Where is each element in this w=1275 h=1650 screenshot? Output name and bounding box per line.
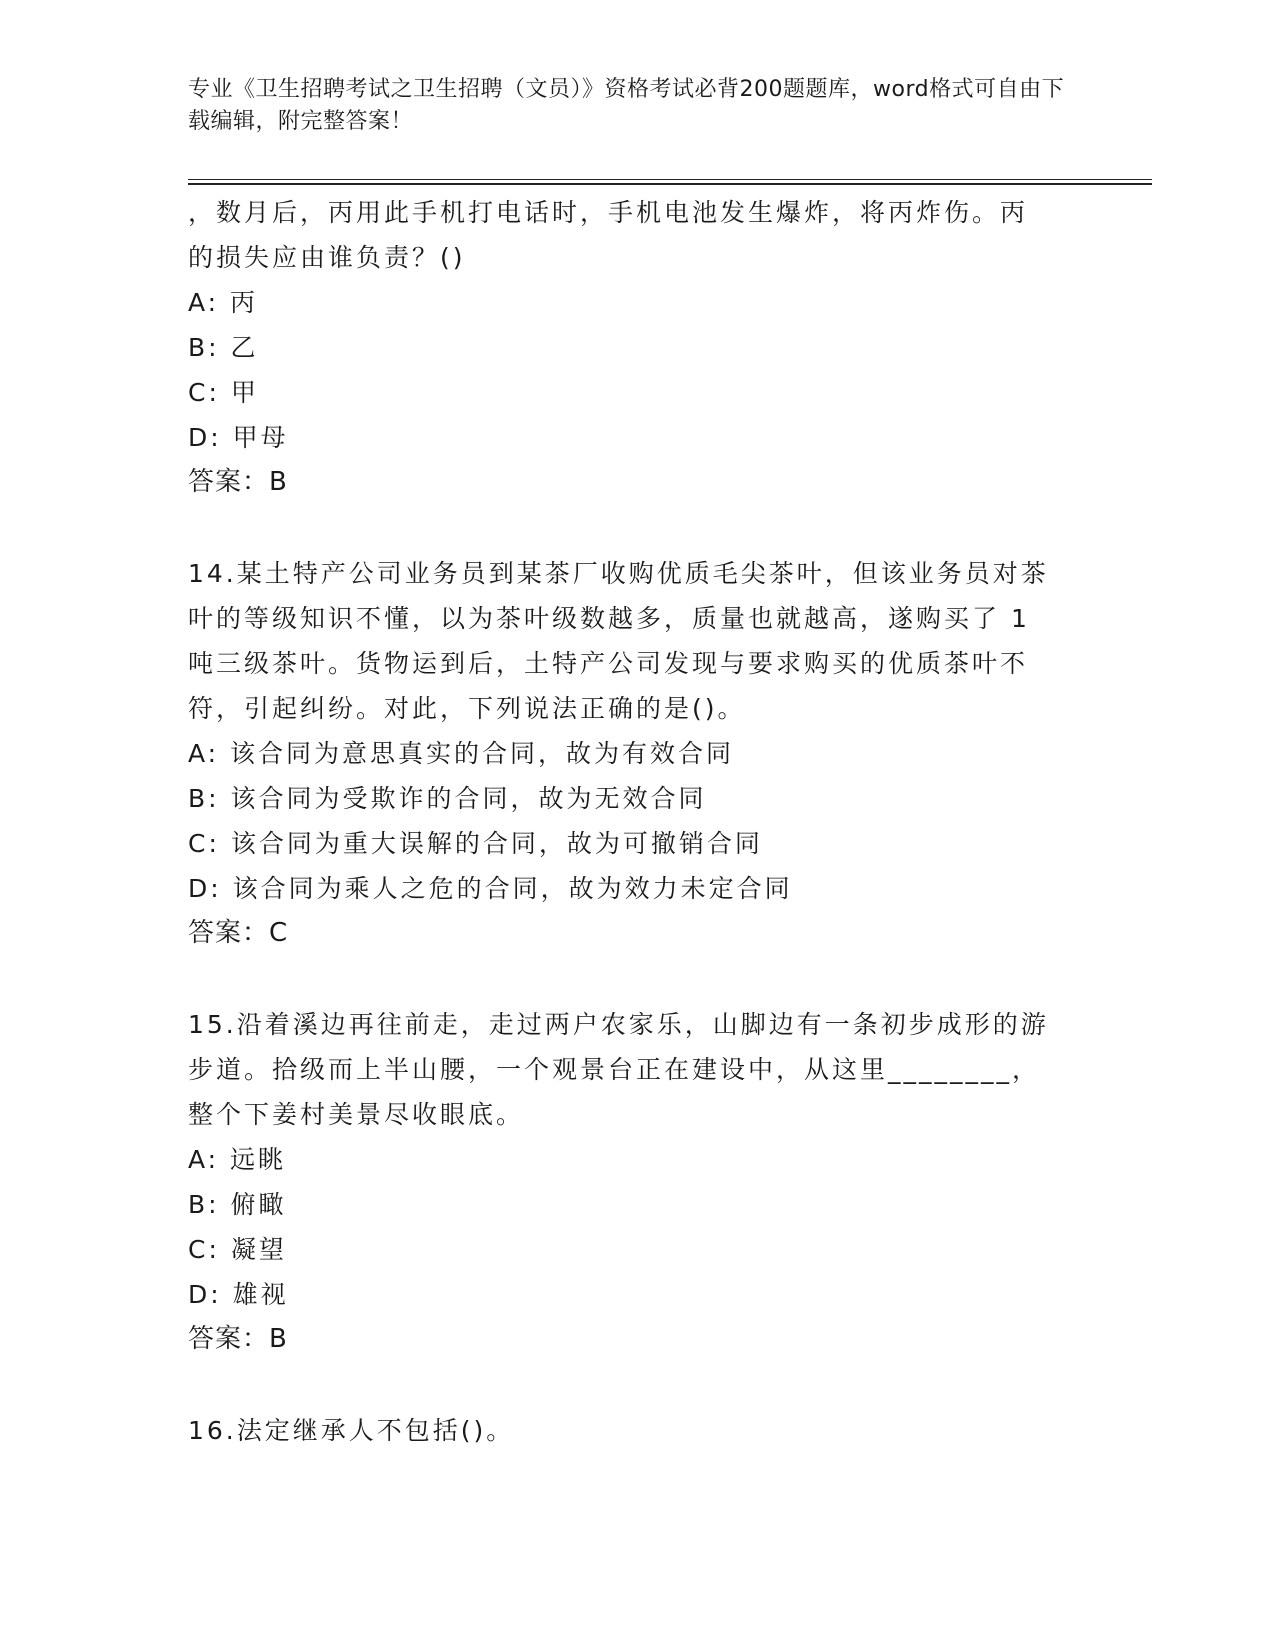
option-d: D: 该合同为乘人之危的合同，故为效力未定合同 (188, 874, 793, 903)
question-block (188, 551, 1088, 956)
header-rule-thick (188, 183, 1152, 185)
option-a: A: 丙 (188, 288, 259, 317)
option-b: B: 该合同为受欺诈的合同，故为无效合同 (188, 784, 707, 813)
question-text-line: 步道。拾级而上半山腰，一个观景台正在建设中，从这里________， (188, 1055, 1041, 1084)
option-b: B: 俯瞰 (188, 1190, 287, 1219)
option-c: C: 该合同为重大误解的合同，故为可撤销合同 (188, 829, 763, 858)
question-text-line: 的损失应由谁负责？() (188, 243, 466, 272)
question-text-line: 整个下姜村美景尽收眼底。 (188, 1100, 525, 1129)
option-c: C: 凝望 (188, 1235, 287, 1264)
option-b: B: 乙 (188, 333, 259, 362)
question-list (188, 190, 1088, 1453)
header-rule-thin (188, 179, 1152, 180)
question-text-line: 14.某土特产公司业务员到某茶厂收购优质毛尖茶叶，但该业务员对茶 (188, 559, 1049, 588)
block-spacer (188, 1362, 1088, 1408)
option-c: C: 甲 (188, 378, 259, 407)
question-text-line: 符，引起纠纷。对此，下列说法正确的是()。 (188, 694, 746, 723)
question-text-line: ，数月后，丙用此手机打电话时，手机电池发生爆炸，将丙炸伤。丙 (188, 198, 1029, 227)
block-spacer (188, 505, 1088, 551)
answer-line: 答案：C (188, 918, 289, 948)
option-a: A: 该合同为意思真实的合同，故为有效合同 (188, 739, 735, 768)
question-block (188, 1002, 1088, 1362)
question-text-line: 吨三级茶叶。货物运到后，土特产公司发现与要求购买的优质茶叶不 (188, 649, 1029, 678)
answer-line: 答案：B (188, 467, 288, 497)
answer-line: 答案：B (188, 1324, 288, 1354)
question-text-line: 叶的等级知识不懂，以为茶叶级数越多，质量也就越高，遂购买了 1 (188, 604, 1030, 633)
document-header: 专业《卫生招聘考试之卫生招聘（文员）》资格考试必背200题题库，word格式可自由下载编辑，附完整答案！ (188, 77, 1065, 134)
option-d: D: 甲母 (188, 423, 289, 452)
question-text-line: 15.沿着溪边再往前走，走过两户农家乐，山脚边有一条初步成形的游 (188, 1010, 1049, 1039)
option-a: A: 远眺 (188, 1145, 287, 1174)
question-text-line: 16.法定继承人不包括()。 (188, 1416, 515, 1445)
question-block (188, 1408, 1088, 1453)
option-d: D: 雄视 (188, 1280, 289, 1309)
block-spacer (188, 956, 1088, 1002)
question-block (188, 190, 1088, 505)
